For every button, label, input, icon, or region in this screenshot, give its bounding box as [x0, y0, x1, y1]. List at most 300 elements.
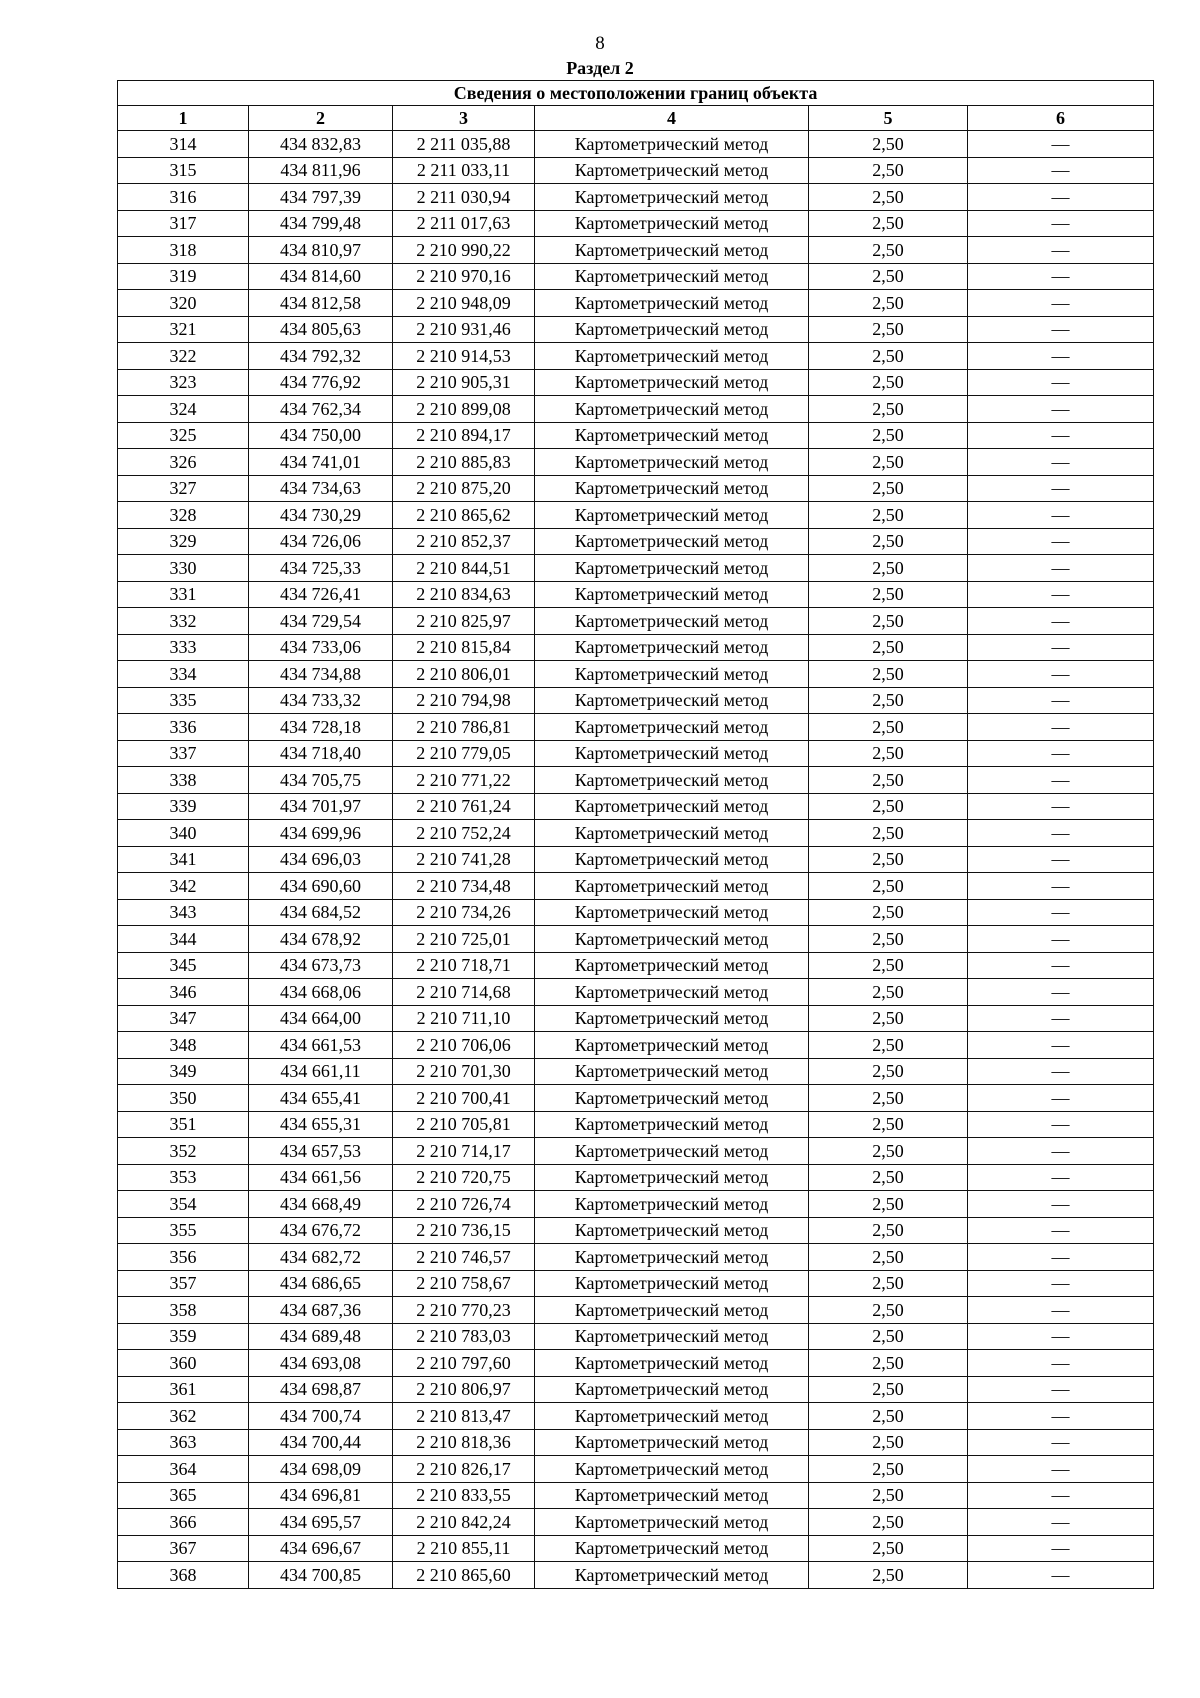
table-row: [118, 1164, 1154, 1191]
column-number-row: [118, 106, 1154, 131]
description-cell: —: [968, 926, 1154, 953]
coordinate-y-cell: 2 210 815,84: [393, 634, 535, 661]
description-cell: —: [968, 1217, 1154, 1244]
point-number-cell: 349: [118, 1058, 249, 1085]
description-cell: —: [968, 1429, 1154, 1456]
table-row: [118, 687, 1154, 714]
method-cell: Картометрический метод: [535, 608, 809, 635]
accuracy-cell: 2,50: [809, 767, 968, 794]
coordinate-y-cell: 2 210 852,37: [393, 528, 535, 555]
method-cell: Картометрический метод: [535, 555, 809, 582]
coordinate-y-cell: 2 210 705,81: [393, 1111, 535, 1138]
accuracy-cell: 2,50: [809, 1138, 968, 1165]
description-cell: —: [968, 263, 1154, 290]
accuracy-cell: 2,50: [809, 1482, 968, 1509]
column-number: 1: [118, 106, 249, 131]
accuracy-cell: 2,50: [809, 608, 968, 635]
accuracy-cell: 2,50: [809, 1403, 968, 1430]
coordinate-x-cell: 434 655,31: [249, 1111, 393, 1138]
table-row: [118, 767, 1154, 794]
point-number-cell: 335: [118, 687, 249, 714]
method-cell: Картометрический метод: [535, 1191, 809, 1218]
accuracy-cell: 2,50: [809, 581, 968, 608]
table-row: [118, 210, 1154, 237]
coordinate-x-cell: 434 690,60: [249, 873, 393, 900]
method-cell: Картометрический метод: [535, 714, 809, 741]
point-number-cell: 321: [118, 316, 249, 343]
coordinate-x-cell: 434 734,63: [249, 475, 393, 502]
point-number-cell: 338: [118, 767, 249, 794]
point-number-cell: 367: [118, 1535, 249, 1562]
description-cell: —: [968, 1085, 1154, 1112]
method-cell: Картометрический метод: [535, 290, 809, 317]
description-cell: —: [968, 1164, 1154, 1191]
point-number-cell: 360: [118, 1350, 249, 1377]
coordinate-x-cell: 434 776,92: [249, 369, 393, 396]
coordinate-y-cell: 2 210 783,03: [393, 1323, 535, 1350]
description-cell: —: [968, 1535, 1154, 1562]
accuracy-cell: 2,50: [809, 502, 968, 529]
description-cell: —: [968, 1058, 1154, 1085]
coordinate-x-cell: 434 693,08: [249, 1350, 393, 1377]
method-cell: Картометрический метод: [535, 1376, 809, 1403]
point-number-cell: 366: [118, 1509, 249, 1536]
description-cell: —: [968, 184, 1154, 211]
accuracy-cell: 2,50: [809, 1032, 968, 1059]
accuracy-cell: 2,50: [809, 714, 968, 741]
table-row: [118, 740, 1154, 767]
accuracy-cell: 2,50: [809, 1217, 968, 1244]
table-row: [118, 1058, 1154, 1085]
table-row: [118, 475, 1154, 502]
point-number-cell: 346: [118, 979, 249, 1006]
description-cell: —: [968, 449, 1154, 476]
accuracy-cell: 2,50: [809, 263, 968, 290]
table-row: [118, 157, 1154, 184]
accuracy-cell: 2,50: [809, 396, 968, 423]
table-row: [118, 926, 1154, 953]
table-row: [118, 343, 1154, 370]
table-row: [118, 422, 1154, 449]
description-cell: —: [968, 1509, 1154, 1536]
point-number-cell: 319: [118, 263, 249, 290]
description-cell: —: [968, 502, 1154, 529]
point-number-cell: 342: [118, 873, 249, 900]
description-cell: —: [968, 210, 1154, 237]
coordinate-y-cell: 2 210 711,10: [393, 1005, 535, 1032]
table-row: [118, 952, 1154, 979]
point-number-cell: 353: [118, 1164, 249, 1191]
point-number-cell: 334: [118, 661, 249, 688]
point-number-cell: 318: [118, 237, 249, 264]
accuracy-cell: 2,50: [809, 131, 968, 158]
method-cell: Картометрический метод: [535, 1032, 809, 1059]
coordinate-x-cell: 434 762,34: [249, 396, 393, 423]
coordinate-x-cell: 434 661,53: [249, 1032, 393, 1059]
coordinate-y-cell: 2 210 734,48: [393, 873, 535, 900]
coordinate-y-cell: 2 210 834,63: [393, 581, 535, 608]
table-row: [118, 131, 1154, 158]
coordinate-y-cell: 2 210 741,28: [393, 846, 535, 873]
point-number-cell: 355: [118, 1217, 249, 1244]
coordinate-y-cell: 2 210 899,08: [393, 396, 535, 423]
method-cell: Картометрический метод: [535, 396, 809, 423]
coordinate-y-cell: 2 210 779,05: [393, 740, 535, 767]
description-cell: —: [968, 316, 1154, 343]
accuracy-cell: 2,50: [809, 290, 968, 317]
method-cell: Картометрический метод: [535, 449, 809, 476]
method-cell: Картометрический метод: [535, 1085, 809, 1112]
coordinate-y-cell: 2 210 865,60: [393, 1562, 535, 1589]
table-row: [118, 1191, 1154, 1218]
point-number-cell: 344: [118, 926, 249, 953]
description-cell: —: [968, 369, 1154, 396]
coordinate-y-cell: 2 210 855,11: [393, 1535, 535, 1562]
point-number-cell: 341: [118, 846, 249, 873]
description-cell: —: [968, 820, 1154, 847]
accuracy-cell: 2,50: [809, 846, 968, 873]
accuracy-cell: 2,50: [809, 1323, 968, 1350]
table-row: [118, 263, 1154, 290]
coordinate-x-cell: 434 734,88: [249, 661, 393, 688]
coordinate-y-cell: 2 211 033,11: [393, 157, 535, 184]
point-number-cell: 343: [118, 899, 249, 926]
coordinate-x-cell: 434 689,48: [249, 1323, 393, 1350]
coordinate-y-cell: 2 210 758,67: [393, 1270, 535, 1297]
description-cell: —: [968, 687, 1154, 714]
accuracy-cell: 2,50: [809, 1164, 968, 1191]
coordinate-y-cell: 2 210 931,46: [393, 316, 535, 343]
table-row: [118, 1403, 1154, 1430]
method-cell: Картометрический метод: [535, 210, 809, 237]
description-cell: —: [968, 581, 1154, 608]
coordinate-x-cell: 434 718,40: [249, 740, 393, 767]
coordinate-x-cell: 434 814,60: [249, 263, 393, 290]
method-cell: Картометрический метод: [535, 1562, 809, 1589]
method-cell: Картометрический метод: [535, 157, 809, 184]
table-row: [118, 634, 1154, 661]
method-cell: Картометрический метод: [535, 475, 809, 502]
coordinate-y-cell: 2 210 714,17: [393, 1138, 535, 1165]
accuracy-cell: 2,50: [809, 1005, 968, 1032]
coordinate-x-cell: 434 730,29: [249, 502, 393, 529]
coordinate-x-cell: 434 684,52: [249, 899, 393, 926]
point-number-cell: 329: [118, 528, 249, 555]
table-row: [118, 369, 1154, 396]
point-number-cell: 324: [118, 396, 249, 423]
point-number-cell: 336: [118, 714, 249, 741]
coordinate-y-cell: 2 210 718,71: [393, 952, 535, 979]
coordinate-y-cell: 2 210 701,30: [393, 1058, 535, 1085]
coordinate-y-cell: 2 210 734,26: [393, 899, 535, 926]
point-number-cell: 359: [118, 1323, 249, 1350]
method-cell: Картометрический метод: [535, 1403, 809, 1430]
accuracy-cell: 2,50: [809, 899, 968, 926]
coordinate-y-cell: 2 210 875,20: [393, 475, 535, 502]
table-row: [118, 1456, 1154, 1483]
accuracy-cell: 2,50: [809, 1509, 968, 1536]
point-number-cell: 365: [118, 1482, 249, 1509]
method-cell: Картометрический метод: [535, 502, 809, 529]
method-cell: Картометрический метод: [535, 820, 809, 847]
coordinate-x-cell: 434 695,57: [249, 1509, 393, 1536]
description-cell: —: [968, 555, 1154, 582]
coordinate-x-cell: 434 698,09: [249, 1456, 393, 1483]
method-cell: Картометрический метод: [535, 528, 809, 555]
description-cell: —: [968, 290, 1154, 317]
point-number-cell: 350: [118, 1085, 249, 1112]
table-row: [118, 1244, 1154, 1271]
table-row: [118, 237, 1154, 264]
coordinate-y-cell: 2 210 714,68: [393, 979, 535, 1006]
description-cell: —: [968, 528, 1154, 555]
accuracy-cell: 2,50: [809, 369, 968, 396]
coordinate-x-cell: 434 661,11: [249, 1058, 393, 1085]
method-cell: Картометрический метод: [535, 846, 809, 873]
coordinate-y-cell: 2 210 726,74: [393, 1191, 535, 1218]
description-cell: —: [968, 1191, 1154, 1218]
coordinate-x-cell: 434 655,41: [249, 1085, 393, 1112]
point-number-cell: 361: [118, 1376, 249, 1403]
method-cell: Картометрический метод: [535, 1217, 809, 1244]
method-cell: Картометрический метод: [535, 1138, 809, 1165]
coordinate-x-cell: 434 705,75: [249, 767, 393, 794]
coordinate-x-cell: 434 812,58: [249, 290, 393, 317]
description-cell: —: [968, 846, 1154, 873]
coordinate-y-cell: 2 210 844,51: [393, 555, 535, 582]
coordinate-y-cell: 2 210 842,24: [393, 1509, 535, 1536]
coordinate-x-cell: 434 728,18: [249, 714, 393, 741]
method-cell: Картометрический метод: [535, 1350, 809, 1377]
accuracy-cell: 2,50: [809, 687, 968, 714]
description-cell: —: [968, 1403, 1154, 1430]
coordinate-y-cell: 2 210 970,16: [393, 263, 535, 290]
coordinate-y-cell: 2 210 825,97: [393, 608, 535, 635]
table-row: [118, 1005, 1154, 1032]
accuracy-cell: 2,50: [809, 449, 968, 476]
point-number-cell: 348: [118, 1032, 249, 1059]
table-row: [118, 1482, 1154, 1509]
table-row: [118, 396, 1154, 423]
coordinate-y-cell: 2 210 948,09: [393, 290, 535, 317]
coordinate-x-cell: 434 696,81: [249, 1482, 393, 1509]
point-number-cell: 351: [118, 1111, 249, 1138]
coordinate-y-cell: 2 210 794,98: [393, 687, 535, 714]
point-number-cell: 364: [118, 1456, 249, 1483]
table-row: [118, 1429, 1154, 1456]
point-number-cell: 337: [118, 740, 249, 767]
accuracy-cell: 2,50: [809, 926, 968, 953]
table-row: [118, 1376, 1154, 1403]
accuracy-cell: 2,50: [809, 528, 968, 555]
method-cell: Картометрический метод: [535, 952, 809, 979]
method-cell: Картометрический метод: [535, 979, 809, 1006]
accuracy-cell: 2,50: [809, 210, 968, 237]
point-number-cell: 331: [118, 581, 249, 608]
point-number-cell: 345: [118, 952, 249, 979]
coordinate-x-cell: 434 799,48: [249, 210, 393, 237]
table-row: [118, 846, 1154, 873]
coordinate-x-cell: 434 700,74: [249, 1403, 393, 1430]
accuracy-cell: 2,50: [809, 1297, 968, 1324]
point-number-cell: 317: [118, 210, 249, 237]
table-row: [118, 1085, 1154, 1112]
method-cell: Картометрический метод: [535, 899, 809, 926]
point-number-cell: 357: [118, 1270, 249, 1297]
description-cell: —: [968, 237, 1154, 264]
table-row: [118, 979, 1154, 1006]
method-cell: Картометрический метод: [535, 1323, 809, 1350]
description-cell: —: [968, 475, 1154, 502]
description-cell: —: [968, 1297, 1154, 1324]
coordinate-x-cell: 434 810,97: [249, 237, 393, 264]
table-caption: Сведения о местоположении границ объекта: [118, 81, 1154, 106]
accuracy-cell: 2,50: [809, 343, 968, 370]
description-cell: —: [968, 1111, 1154, 1138]
description-cell: —: [968, 979, 1154, 1006]
description-cell: —: [968, 1270, 1154, 1297]
coordinate-x-cell: 434 657,53: [249, 1138, 393, 1165]
description-cell: —: [968, 608, 1154, 635]
coordinate-y-cell: 2 210 761,24: [393, 793, 535, 820]
point-number-cell: 315: [118, 157, 249, 184]
coordinate-x-cell: 434 832,83: [249, 131, 393, 158]
table-row: [118, 1217, 1154, 1244]
table-row: [118, 793, 1154, 820]
table-caption-row: [118, 81, 1154, 106]
coordinate-x-cell: 434 696,67: [249, 1535, 393, 1562]
page-number: 8: [595, 33, 605, 54]
accuracy-cell: 2,50: [809, 1429, 968, 1456]
coordinate-y-cell: 2 210 818,36: [393, 1429, 535, 1456]
point-number-cell: 314: [118, 131, 249, 158]
method-cell: Картометрический метод: [535, 1244, 809, 1271]
coordinate-x-cell: 434 676,72: [249, 1217, 393, 1244]
method-cell: Картометрический метод: [535, 422, 809, 449]
point-number-cell: 354: [118, 1191, 249, 1218]
accuracy-cell: 2,50: [809, 1562, 968, 1589]
method-cell: Картометрический метод: [535, 131, 809, 158]
coordinate-x-cell: 434 792,32: [249, 343, 393, 370]
accuracy-cell: 2,50: [809, 184, 968, 211]
table-row: [118, 1323, 1154, 1350]
coordinate-y-cell: 2 210 771,22: [393, 767, 535, 794]
accuracy-cell: 2,50: [809, 793, 968, 820]
method-cell: Картометрический метод: [535, 1111, 809, 1138]
method-cell: Картометрический метод: [535, 1270, 809, 1297]
table-row: [118, 1032, 1154, 1059]
column-number: 2: [249, 106, 393, 131]
accuracy-cell: 2,50: [809, 475, 968, 502]
method-cell: Картометрический метод: [535, 369, 809, 396]
coordinate-y-cell: 2 210 725,01: [393, 926, 535, 953]
table-row: [118, 290, 1154, 317]
method-cell: Картометрический метод: [535, 634, 809, 661]
accuracy-cell: 2,50: [809, 1111, 968, 1138]
table-row: [118, 581, 1154, 608]
point-number-cell: 333: [118, 634, 249, 661]
description-cell: —: [968, 1350, 1154, 1377]
coordinate-y-cell: 2 210 885,83: [393, 449, 535, 476]
method-cell: Картометрический метод: [535, 1429, 809, 1456]
method-cell: Картометрический метод: [535, 793, 809, 820]
accuracy-cell: 2,50: [809, 1270, 968, 1297]
table-row: [118, 608, 1154, 635]
coordinate-x-cell: 434 729,54: [249, 608, 393, 635]
coordinate-y-cell: 2 211 017,63: [393, 210, 535, 237]
coordinate-x-cell: 434 682,72: [249, 1244, 393, 1271]
coordinate-x-cell: 434 668,49: [249, 1191, 393, 1218]
method-cell: Картометрический метод: [535, 1005, 809, 1032]
coordinate-y-cell: 2 210 914,53: [393, 343, 535, 370]
accuracy-cell: 2,50: [809, 157, 968, 184]
point-number-cell: 330: [118, 555, 249, 582]
accuracy-cell: 2,50: [809, 1085, 968, 1112]
column-number: 5: [809, 106, 968, 131]
accuracy-cell: 2,50: [809, 1376, 968, 1403]
point-number-cell: 339: [118, 793, 249, 820]
method-cell: Картометрический метод: [535, 581, 809, 608]
coordinate-y-cell: 2 210 806,01: [393, 661, 535, 688]
point-number-cell: 362: [118, 1403, 249, 1430]
description-cell: —: [968, 1244, 1154, 1271]
table-row: [118, 316, 1154, 343]
coordinate-y-cell: 2 210 706,06: [393, 1032, 535, 1059]
section-title: Раздел 2: [566, 58, 634, 78]
table-row: [118, 449, 1154, 476]
table-row: [118, 1111, 1154, 1138]
coordinate-x-cell: 434 700,85: [249, 1562, 393, 1589]
description-cell: —: [968, 157, 1154, 184]
point-number-cell: 356: [118, 1244, 249, 1271]
method-cell: Картометрический метод: [535, 740, 809, 767]
coordinate-y-cell: 2 210 813,47: [393, 1403, 535, 1430]
coordinate-x-cell: 434 687,36: [249, 1297, 393, 1324]
table-row: [118, 1509, 1154, 1536]
description-cell: —: [968, 740, 1154, 767]
accuracy-cell: 2,50: [809, 1456, 968, 1483]
method-cell: Картометрический метод: [535, 343, 809, 370]
coordinate-x-cell: 434 696,03: [249, 846, 393, 873]
method-cell: Картометрический метод: [535, 1058, 809, 1085]
description-cell: —: [968, 661, 1154, 688]
coordinate-x-cell: 434 701,97: [249, 793, 393, 820]
table-row: [118, 820, 1154, 847]
coordinate-y-cell: 2 210 786,81: [393, 714, 535, 741]
description-cell: —: [968, 1138, 1154, 1165]
method-cell: Картометрический метод: [535, 926, 809, 953]
method-cell: Картометрический метод: [535, 1535, 809, 1562]
coordinate-y-cell: 2 210 736,15: [393, 1217, 535, 1244]
table-row: [118, 555, 1154, 582]
coordinate-y-cell: 2 211 030,94: [393, 184, 535, 211]
description-cell: —: [968, 396, 1154, 423]
column-number: 6: [968, 106, 1154, 131]
coordinate-x-cell: 434 698,87: [249, 1376, 393, 1403]
accuracy-cell: 2,50: [809, 979, 968, 1006]
point-number-cell: 326: [118, 449, 249, 476]
description-cell: —: [968, 131, 1154, 158]
point-number-cell: 358: [118, 1297, 249, 1324]
point-number-cell: 352: [118, 1138, 249, 1165]
method-cell: Картометрический метод: [535, 1509, 809, 1536]
coordinate-x-cell: 434 797,39: [249, 184, 393, 211]
table-row: [118, 1138, 1154, 1165]
table-row: [118, 1535, 1154, 1562]
description-cell: —: [968, 1323, 1154, 1350]
accuracy-cell: 2,50: [809, 661, 968, 688]
coordinate-y-cell: 2 210 806,97: [393, 1376, 535, 1403]
